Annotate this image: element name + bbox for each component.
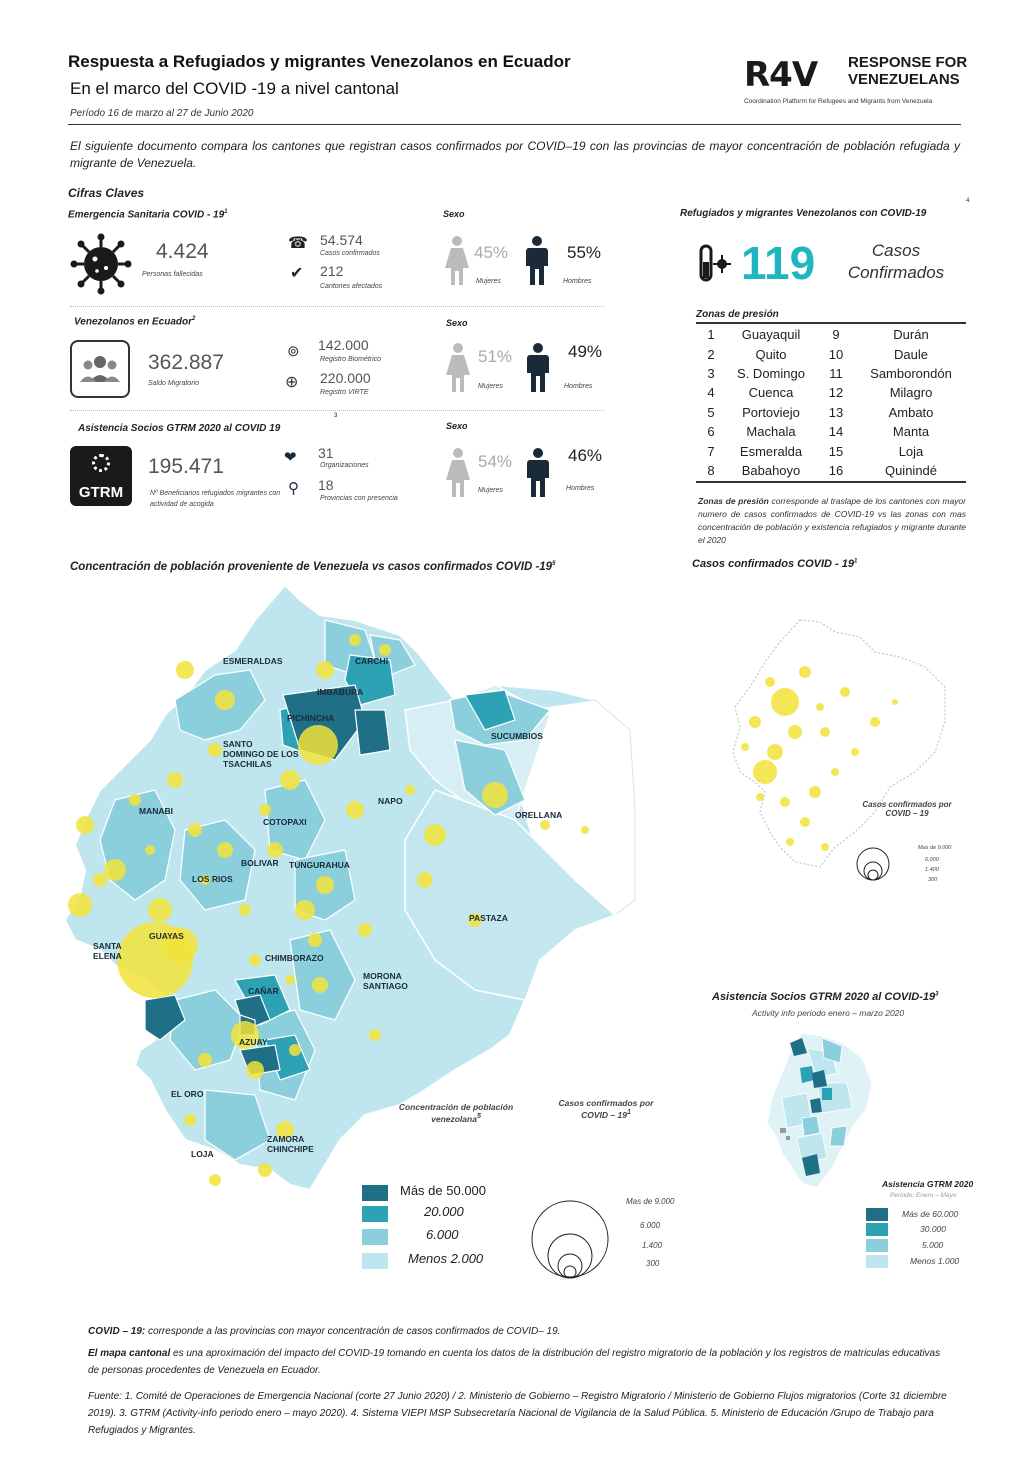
male-icon	[524, 235, 550, 287]
casos-conf-value: 212	[320, 263, 344, 279]
zonas-cell: Portoviejo	[742, 404, 800, 420]
label-chimborazo: CHIMBORAZO	[265, 953, 324, 963]
visa-label: Registro VIRTE	[320, 389, 369, 396]
female-icon	[444, 447, 472, 499]
emergencia-mujeres-pct: 45%	[474, 243, 509, 262]
label-pastaza: PASTAZA	[469, 913, 508, 923]
zonas-cell: 16	[828, 462, 844, 478]
female-icon	[443, 235, 471, 287]
casos-value: 54.574	[320, 232, 363, 248]
zonas-cell: 11	[829, 365, 843, 381]
zonas-cell: Milagro	[889, 385, 933, 401]
gtrm-legend-3: 5.000	[922, 1240, 944, 1250]
male-icon	[525, 447, 551, 499]
legend-cases-sup: 1	[626, 1108, 631, 1116]
zonas-cell: Machala	[746, 424, 796, 440]
emergencia-mujeres-label: Mujeres	[476, 278, 501, 285]
zonas-cell: 2	[707, 346, 715, 362]
zonas-cell: Babahoyo	[741, 462, 801, 478]
main-map-title-text: Concentración de población proveniente de Venezuela vs casos confirmados COVID -19	[70, 561, 553, 573]
refugiados-covid-title: Refugiados y migrantes Venezolanos con COVID-19	[680, 208, 927, 219]
legend-cases-4: 300	[646, 1259, 660, 1268]
r4v-logo: R4V	[744, 55, 818, 95]
zonas-cell: 4	[707, 385, 715, 401]
label-esmeraldas: ESMERALDAS	[223, 656, 283, 666]
label-carchi: CARCHI	[355, 656, 389, 666]
small-map-gtrm-sup: 3	[935, 991, 939, 998]
zonas-row	[696, 383, 966, 402]
label-tungurahua: TUNGURAHUA	[289, 860, 350, 870]
zonas-cell: 5	[707, 404, 715, 420]
refugiados-covid-label-2: Confirmados	[847, 263, 945, 282]
venezolanos-total-label: Saldo Migratorio	[148, 380, 199, 387]
gtrm-map	[762, 1028, 882, 1198]
legend-cases-title-text: Casos confirmados por COVID – 19	[558, 1098, 654, 1120]
gtrm-legend-swatch	[866, 1239, 888, 1252]
prov-label: Provincias con presencia	[320, 495, 398, 502]
zonas-row	[696, 461, 966, 480]
label-santo-domingo: SANTO DOMINGO DE LOS TSACHILAS	[223, 739, 299, 769]
zonas-row	[696, 403, 966, 422]
org-value: 31	[318, 445, 334, 461]
small-map-cases-title	[692, 558, 857, 570]
legend-cases-1: Mas de 9.000	[626, 1197, 675, 1206]
asistencia-hombres-pct: 46%	[568, 446, 603, 465]
zonas-note-text: corresponde al traslape de los cantones con mayor numero de casos confirmados de COVID-19 vs las zonas con mas concentración de población y existencia refugiados y migrante durante el 2020	[698, 496, 966, 545]
divider	[70, 410, 604, 411]
small-cases-legend-1: Mas de 9.000	[918, 845, 952, 851]
logo-line2: VENEZUELANS	[848, 71, 960, 88]
zonas-cell: Quinindé	[884, 462, 938, 478]
zonas-cell: Cuenca	[748, 385, 794, 401]
asistencia-hombres-label: Hombres	[566, 485, 595, 492]
zonas-cell: Quito	[755, 346, 787, 362]
zonas-cell: 9	[832, 327, 840, 343]
fallecidos-label: Personas fallecidas	[142, 271, 203, 278]
footer-mapa-note	[88, 1345, 948, 1379]
label-canar: CAÑAR	[248, 986, 279, 996]
registro-label: Registro Biométrico	[320, 356, 382, 363]
gtrm-legend-swatch	[866, 1255, 888, 1268]
legend-pop-3: 6.000	[426, 1227, 459, 1242]
test-tube-virus-icon	[697, 244, 731, 284]
intro-text: El siguiente documento compara los cantones que registran casos confirmados por COVID–19 con las provincias de mayor concentración de población refugiada y migrante de Venezuela.	[70, 139, 960, 170]
main-map-title	[70, 561, 555, 573]
gtrm-legend-swatch	[866, 1223, 888, 1236]
emergencia-sexo: Sexo	[443, 209, 465, 219]
gtrm-legend-4: Menos 1.000	[910, 1256, 960, 1266]
asistencia-title: Asistencia Socios GTRM 2020 al COVID 19	[78, 423, 281, 434]
label-azuay: AZUAY	[239, 1037, 268, 1047]
zonas-cell: Guayaquil	[741, 327, 801, 343]
test-tube-check-icon: ✔	[290, 265, 304, 282]
ecuador-main-map	[55, 580, 645, 1300]
zonas-rule-bottom	[696, 481, 966, 483]
group-people-icon	[70, 340, 130, 398]
zonas-title: Zonas de presión	[696, 309, 779, 320]
legend-pop-1: Más de 50.000	[400, 1183, 487, 1198]
cases-map	[725, 612, 955, 872]
venezolanos-total-value: 362.887	[148, 351, 224, 374]
venezolanos-sup: 2	[192, 316, 196, 322]
label-imbabura: IMBABURA	[317, 687, 364, 697]
small-cases-legend-4: 300	[928, 877, 938, 883]
footer-covid-bold: COVID – 19:	[88, 1326, 146, 1337]
zonas-row	[696, 364, 966, 383]
zonas-cell: 8	[707, 462, 715, 478]
legend-pop-swatch	[362, 1185, 388, 1201]
small-map-gtrm-title	[712, 991, 938, 1003]
small-cases-legend-2: 6.000	[925, 857, 939, 863]
refugiados-covid-value: 119	[741, 237, 816, 289]
zonas-row	[696, 422, 966, 441]
male-icon	[525, 342, 551, 394]
gtrm-logo-text: GTRM	[78, 484, 124, 501]
logo-line1: RESPONSE FOR	[848, 54, 968, 71]
zonas-cell: 15	[828, 443, 844, 459]
zonas-cell: 6	[707, 424, 715, 440]
gtrm-legend-2: 30.000	[920, 1224, 946, 1234]
org-label: Organizaciones	[320, 462, 369, 469]
gtrm-legend-1: Más de 60.000	[902, 1209, 959, 1219]
label-orellana: ORELLANA	[515, 810, 563, 820]
period-label: Período 16 de marzo al 27 de Junio 2020	[70, 108, 254, 119]
label-manabi: MANABI	[139, 806, 173, 816]
footer-sources: Fuente: 1. Comité de Operaciones de Emergencia Nacional (corte 27 Junio 2020) / 2. Ministerio de Gobierno – Registro Migratorio / Ministerio de Gobierno Flujos migratorios (Corte 31 diciembre 2019). 3. GTRM (Activity-info periodo enero – mayo 2020). 4. Sistema VIEPI MSP Subsecretaría Nacional de Vigilancia de la Salud Pública. 5. Ministerio de Educación /Grupo de Trabajo para Refugiados y Migrantes.	[88, 1391, 947, 1436]
divider	[70, 306, 604, 307]
label-bolivar: BOLIVAR	[241, 858, 279, 868]
r4v-logo-text	[848, 54, 967, 88]
zonas-cell: S. Domingo	[737, 365, 805, 381]
legend-cases-2: 6.000	[640, 1221, 661, 1230]
zonas-cell: Samborondón	[870, 365, 952, 381]
zonas-cell: Esmeralda	[739, 443, 803, 459]
zonas-cell: 7	[707, 443, 715, 459]
zonas-cell: 12	[828, 385, 844, 401]
label-santa-elena: SANTA ELENA	[93, 941, 122, 961]
zonas-row	[696, 344, 966, 363]
legend-bubbles	[530, 1194, 610, 1280]
zonas-rule-top	[696, 322, 966, 324]
gtrm-logo	[70, 446, 132, 506]
label-napo: NAPO	[378, 796, 403, 806]
zonas-cell: Durán	[893, 327, 929, 343]
heart-hands-icon: ❤	[284, 449, 297, 466]
zonas-cell: Manta	[892, 424, 930, 440]
page-subtitle: En el marco del COVID -19 a nivel cantonal	[70, 79, 399, 98]
small-map-gtrm-title-text: Asistencia Socios GTRM 2020 al COVID-19	[712, 991, 936, 1003]
zonas-cell: Loja	[898, 443, 924, 459]
refugiados-covid-label-1: Casos	[871, 241, 921, 260]
legend-cases-title	[556, 1098, 656, 1120]
label-sucumbios: SUCUMBIOS	[491, 731, 543, 741]
small-cases-legend-bubbles	[855, 846, 891, 882]
small-cases-legend-3: 1.400	[925, 867, 939, 873]
zonas-cell: 13	[828, 404, 844, 420]
zonas-cell: Daule	[894, 346, 928, 362]
emergencia-title	[68, 209, 228, 220]
emergencia-hombres-pct: 55%	[567, 243, 602, 262]
legend-pop-title-text: Concentración de población venezolana	[398, 1102, 514, 1124]
phone-virus-icon: ☎	[288, 235, 308, 252]
legend-pop-4: Menos 2.000	[408, 1251, 484, 1266]
fallecidos-value: 4.424	[156, 240, 209, 263]
zonas-cell: 1	[707, 327, 715, 343]
prov-value: 18	[318, 477, 334, 493]
emergencia-hombres-label: Hombres	[563, 278, 592, 285]
label-pichincha: PICHINCHA	[287, 713, 335, 723]
asistencia-total-label: Nº Beneficiarios refugiados migrantes con actividad de acogida	[150, 490, 281, 508]
gtrm-legend-subtitle: Periodo: Enero – Mayo	[890, 1192, 957, 1199]
venezolanos-mujeres-label: Mujeres	[478, 383, 503, 390]
casos-conf-label: Cantones afectados	[320, 283, 383, 290]
small-map-gtrm-subtitle: Activity info periodo enero – marzo 2020	[752, 1008, 905, 1018]
venezolanos-hombres-pct: 49%	[568, 342, 603, 361]
footer-mapa-text: es una aproximación del impacto del COVID-19 tomando en cuenta los datos de la distribución del registro migratorio de la población y los registros de matriculas educativas de personas procedentes de Venezuela en Ecuador.	[88, 1348, 941, 1376]
cifras-claves-heading: Cifras Claves	[68, 186, 145, 200]
visa-value: 220.000	[320, 370, 371, 386]
legend-pop-swatch	[362, 1253, 388, 1269]
small-map-cases-title-text: Casos confirmados COVID - 19	[692, 558, 854, 570]
zonas-cell: Ambato	[888, 404, 934, 420]
fingerprint-icon: ⊚	[287, 343, 300, 360]
asistencia-sexo: Sexo	[446, 421, 468, 431]
location-pin-icon: ⚲	[288, 480, 299, 497]
venezolanos-mujeres-pct: 51%	[478, 347, 513, 366]
venezolanos-hombres-label: Hombres	[564, 383, 593, 390]
globe-icon: ⊕	[285, 374, 299, 391]
asistencia-total-value: 195.471	[148, 455, 224, 478]
label-morona-santiago: MORONA SANTIAGO	[363, 971, 408, 991]
female-icon	[444, 342, 472, 394]
gtrm-legend-swatch	[866, 1208, 888, 1221]
gtrm-legend-title: Asistencia GTRM 2020	[882, 1179, 974, 1189]
page-title: Respuesta a Refugiados y migrantes Venezolanos en Ecuador	[68, 52, 571, 71]
small-map-cases-sup: 1	[854, 558, 858, 565]
label-cotopaxi: COTOPAXI	[263, 817, 307, 827]
venezolanos-title-text: Venezolanos en Ecuador	[74, 316, 192, 328]
zonas-cell: 10	[828, 346, 844, 362]
zonas-note	[698, 495, 966, 547]
label-loja: LOJA	[191, 1149, 214, 1159]
zonas-table	[696, 325, 966, 480]
venezolanos-title	[74, 316, 195, 327]
asistencia-sup: 3	[334, 413, 338, 419]
label-guayas: GUAYAS	[149, 931, 184, 941]
venezolanos-sexo: Sexo	[446, 318, 468, 328]
legend-pop-2: 20.000	[424, 1204, 464, 1219]
label-los-rios: LOS RIOS	[192, 874, 233, 884]
casos-label: Casos confirmados	[320, 250, 380, 257]
footer-mapa-bold: El mapa cantonal	[88, 1348, 171, 1359]
header-divider	[68, 124, 961, 125]
main-map-sup: 5	[552, 561, 556, 568]
virus-icon	[70, 233, 132, 295]
legend-pop-swatch	[362, 1229, 388, 1245]
asistencia-mujeres-label: Mujeres	[478, 487, 503, 494]
zonas-cell: 3	[707, 365, 715, 381]
legend-pop-title	[386, 1102, 526, 1124]
zonas-cell: 14	[828, 424, 844, 440]
zonas-note-bold: Zonas de presión	[698, 496, 769, 506]
legend-cases-3: 1.400	[642, 1241, 663, 1250]
small-cases-legend-title: Casos confirmados por COVID – 19	[862, 800, 952, 818]
refugiados-covid-label	[846, 240, 946, 284]
emergencia-title-text: Emergencia Sanitaria COVID - 19	[68, 209, 225, 221]
registro-value: 142.000	[318, 337, 369, 353]
zonas-row	[696, 441, 966, 460]
emergencia-sup: 1	[224, 209, 228, 215]
label-el-oro: EL ORO	[171, 1089, 204, 1099]
refugiados-covid-sup: 4	[966, 198, 970, 204]
footer-covid-note	[88, 1323, 948, 1340]
legend-pop-sup: 5	[476, 1112, 481, 1120]
asistencia-mujeres-pct: 54%	[478, 452, 513, 471]
zonas-row	[696, 325, 966, 344]
r4v-logo-subtitle: Coordination Platform for Refugees and Migrants from Venezuela	[744, 98, 933, 105]
label-zamora: ZAMORA CHINCHIPE	[267, 1134, 314, 1154]
footer-covid-text: corresponde a las provincias con mayor concentración de casos confirmados de COVID– 19.	[148, 1326, 561, 1337]
legend-pop-swatch	[362, 1206, 388, 1222]
